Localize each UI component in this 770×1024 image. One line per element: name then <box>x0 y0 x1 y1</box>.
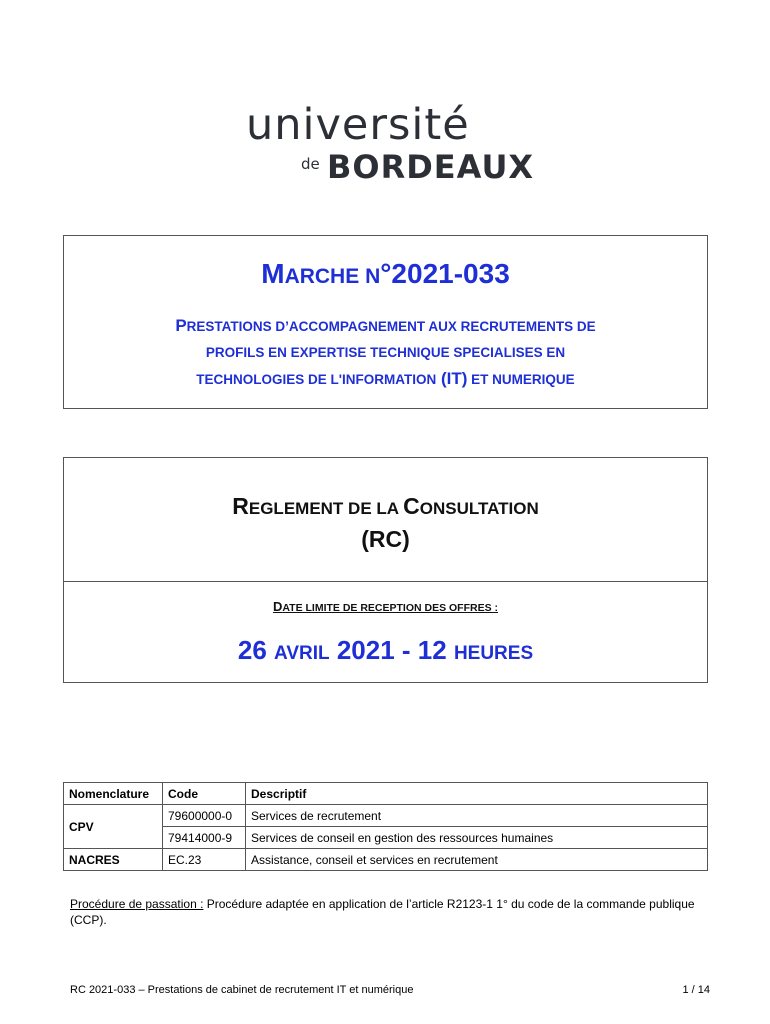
logo-bordeaux-text: BORDEAUX <box>327 148 535 186</box>
subtitle-line-3: TECHNOLOGIES DE L'INFORMATION (IT) ET NUMERIQUE <box>196 369 575 388</box>
page-number: 1 / 14 <box>682 984 710 996</box>
header-code: Code <box>163 783 246 805</box>
desc-cell: Assistance, conseil et services en recrutement <box>246 849 708 871</box>
table-row <box>64 849 708 871</box>
reglement-box <box>63 457 708 683</box>
procedure-paragraph <box>70 896 710 928</box>
subtitle-line-1: PRESTATIONS D’ACCOMPAGNEMENT AUX RECRUTEMENTS DE <box>175 316 596 335</box>
code-cell: 79414000-9 <box>163 827 246 849</box>
market-box <box>63 235 708 409</box>
cpv-label: CPV <box>64 805 163 849</box>
logo-universite-text: université <box>246 100 470 150</box>
procedure-label: Procédure de passation : <box>70 897 204 911</box>
header-descriptif: Descriptif <box>246 783 708 805</box>
deadline-label: DATE LIMITE DE RECEPTION DES OFFRES : <box>272 599 499 614</box>
table-header-row <box>64 783 708 805</box>
deadline-date: 26 AVRIL 2021 - 12 HEURES <box>237 635 534 665</box>
box-separator <box>64 581 707 582</box>
subtitle-line-2: PROFILS EN EXPERTISE TECHNIQUE SPECIALISES EN <box>205 345 566 360</box>
reglement-title: REGLEMENT DE LA CONSULTATION (RC) <box>64 491 707 554</box>
market-subtitle <box>64 313 707 393</box>
desc-cell: Services de recrutement <box>246 805 708 827</box>
header-nomenclature: Nomenclature <box>64 783 163 805</box>
reglement-abbr: (RC) <box>361 526 410 552</box>
page-footer <box>70 984 710 996</box>
nacres-label: NACRES <box>64 849 163 871</box>
logo-de-text: de <box>301 155 320 173</box>
footer-title: RC 2021-033 – Prestations de cabinet de recrutement IT et numérique <box>70 984 414 996</box>
code-cell: EC.23 <box>163 849 246 871</box>
market-title: MARCHE N°2021-033 <box>261 258 510 289</box>
code-cell: 79600000-0 <box>163 805 246 827</box>
nomenclature-table <box>63 782 708 871</box>
university-logo <box>244 100 534 190</box>
table-row <box>64 805 708 827</box>
procedure-text: Procédure adaptée en application de l’article R2123-1 1° du code de la commande publique (CCP). <box>70 897 695 927</box>
desc-cell: Services de conseil en gestion des ressources humaines <box>246 827 708 849</box>
